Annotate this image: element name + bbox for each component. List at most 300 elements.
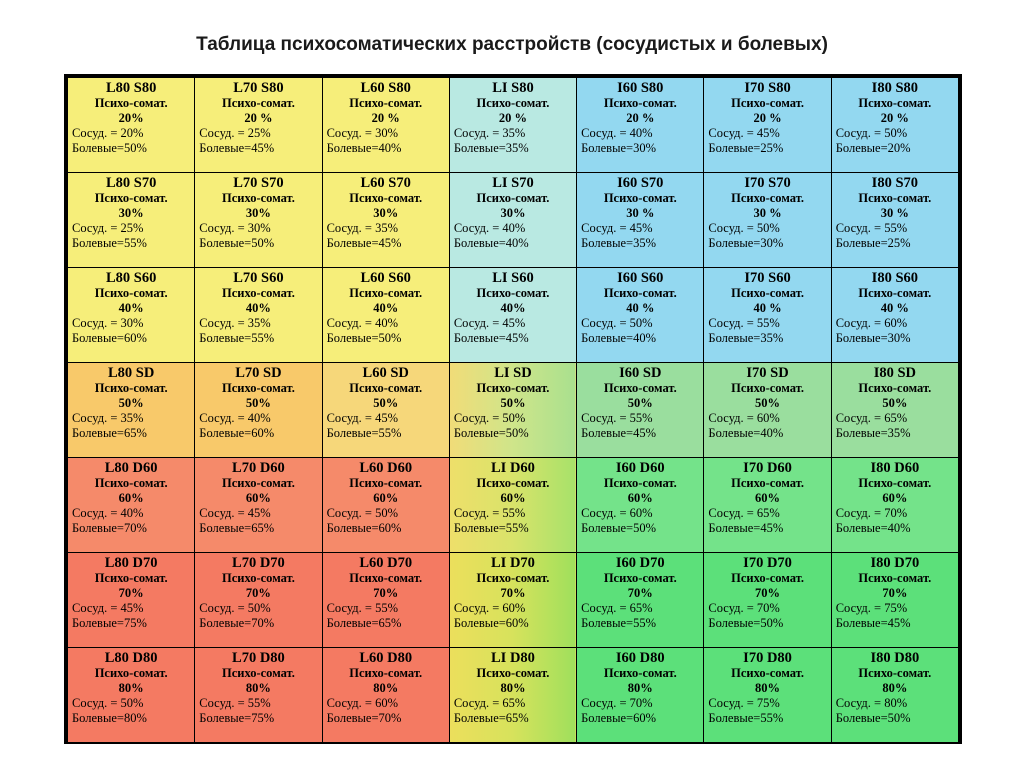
table-cell[interactable]: [195, 648, 322, 743]
cell-code: LI S70: [492, 175, 534, 191]
cell-psycho-percent: 80%: [627, 681, 653, 695]
table-cell[interactable]: [704, 363, 831, 458]
cell-pain-value: Болевые=65%: [326, 616, 402, 630]
table-cell[interactable]: [322, 78, 449, 173]
cell-psycho-label: Психо-сомат.: [731, 96, 804, 110]
cell-psycho-label: Психо-сомат.: [858, 381, 932, 395]
cell-code: LI D70: [491, 555, 535, 571]
table-cell[interactable]: [322, 173, 449, 268]
cell-code: I70 S60: [744, 270, 791, 286]
cell-psycho-label: Психо-сомат.: [94, 191, 168, 205]
cell-psycho-label: Психо-сомат.: [221, 191, 295, 205]
cell-pain-value: Болевые=50%: [326, 331, 402, 345]
cell-psycho-label: Психо-сомат.: [476, 476, 550, 490]
table-row: [68, 78, 959, 173]
cell-vessel-value: Сосуд. = 75%: [835, 601, 908, 615]
cell-psycho-label: Психо-сомат.: [858, 96, 932, 110]
cell-vessel-value: Сосуд. = 35%: [72, 411, 144, 425]
table-cell[interactable]: [577, 173, 704, 268]
cell-pain-value: Болевые=60%: [199, 426, 275, 440]
cell-vessel-value: Сосуд. = 35%: [453, 126, 526, 140]
cell-vessel-value: Сосуд. = 45%: [581, 221, 653, 235]
cell-pain-value: Болевые=30%: [581, 141, 656, 155]
cell-psycho-label: Психо-сомат.: [94, 286, 168, 300]
cell-psycho-label: Психо-сомат.: [858, 191, 932, 205]
cell-code: L80 S80: [105, 80, 157, 96]
cell-pain-value: Болевые=75%: [199, 711, 275, 725]
cell-psycho-label: Психо-сомат.: [476, 571, 550, 585]
cell-pain-value: Болевые=35%: [835, 426, 911, 440]
table-row: [68, 268, 959, 363]
cell-psycho-percent: 30%: [118, 206, 144, 220]
cell-psycho-percent: 70%: [245, 586, 271, 600]
cell-pain-value: Болевые=40%: [835, 521, 911, 535]
cell-psycho-label: Психо-сомат.: [603, 476, 677, 490]
cell-psycho-label: Психо-сомат.: [476, 666, 550, 680]
cell-psycho-label: Психо-сомат.: [221, 666, 295, 680]
cell-pain-value: Болевые=35%: [453, 141, 529, 155]
cell-code: I80 D80: [870, 650, 920, 666]
cell-psycho-label: Психо-сомат.: [221, 381, 295, 395]
cell-code: I60 SD: [619, 365, 662, 381]
cell-psycho-label: Психо-сомат.: [94, 381, 168, 395]
cell-pain-value: Болевые=55%: [326, 426, 402, 440]
cell-vessel-value: Сосуд. = 70%: [708, 601, 780, 615]
cell-pain-value: Болевые=60%: [326, 521, 402, 535]
cell-vessel-value: Сосуд. = 65%: [581, 601, 653, 615]
table-cell[interactable]: [322, 648, 449, 743]
cell-code: L70 D70: [232, 555, 285, 571]
cell-code: I80 S70: [871, 175, 919, 191]
cell-vessel-value: Сосуд. = 30%: [326, 126, 399, 140]
cell-vessel-value: Сосуд. = 55%: [326, 601, 399, 615]
table-cell[interactable]: [68, 173, 195, 268]
cell-psycho-label: Психо-сомат.: [731, 191, 804, 205]
cell-vessel-value: Сосуд. = 35%: [199, 316, 271, 330]
cell-psycho-label: Психо-сомат.: [221, 476, 295, 490]
table-cell[interactable]: [195, 553, 322, 648]
table-cell[interactable]: [195, 363, 322, 458]
psychosomatic-table-container: [64, 74, 962, 744]
page-title: Таблица психосоматических расстройств (сосудистых и болевых): [196, 34, 828, 55]
cell-psycho-percent: 80%: [118, 681, 144, 695]
cell-vessel-value: Сосуд. = 60%: [708, 411, 780, 425]
cell-pain-value: Болевые=40%: [708, 426, 784, 440]
cell-psycho-label: Психо-сомат.: [858, 666, 932, 680]
cell-vessel-value: Сосуд. = 20%: [72, 126, 144, 140]
cell-psycho-label: Психо-сомат.: [731, 666, 804, 680]
cell-psycho-label: Психо-сомат.: [349, 666, 423, 680]
cell-vessel-value: Сосуд. = 65%: [708, 506, 780, 520]
cell-pain-value: Болевые=65%: [199, 521, 275, 535]
cell-code: L60 D60: [359, 460, 413, 476]
table-row: [68, 648, 959, 743]
cell-vessel-value: Сосуд. = 45%: [326, 411, 399, 425]
table-cell[interactable]: [831, 458, 958, 553]
cell-vessel-value: Сосуд. = 60%: [326, 696, 399, 710]
table-cell[interactable]: [322, 458, 449, 553]
cell-pain-value: Болевые=35%: [708, 331, 784, 345]
cell-psycho-percent: 60%: [245, 491, 271, 505]
cell-psycho-percent: 20 %: [371, 111, 400, 125]
cell-code: L70 S80: [233, 80, 284, 96]
cell-psycho-percent: 20 %: [498, 111, 528, 125]
table-row: [68, 363, 959, 458]
cell-code: L70 S70: [233, 175, 284, 191]
cell-code: I60 D60: [615, 460, 665, 476]
table-cell[interactable]: [704, 553, 831, 648]
table-cell[interactable]: [449, 553, 576, 648]
cell-pain-value: Болевые=70%: [72, 521, 147, 535]
cell-vessel-value: Сосуд. = 55%: [581, 411, 653, 425]
table-cell[interactable]: [195, 268, 322, 363]
cell-psycho-percent: 40%: [245, 301, 271, 315]
cell-pain-value: Болевые=70%: [326, 711, 402, 725]
cell-pain-value: Болевые=70%: [199, 616, 275, 630]
cell-psycho-percent: 20 %: [753, 111, 782, 125]
cell-pain-value: Болевые=50%: [453, 426, 529, 440]
table-cell[interactable]: [322, 363, 449, 458]
table-cell[interactable]: [704, 268, 831, 363]
cell-psycho-label: Психо-сомат.: [476, 381, 550, 395]
table-cell[interactable]: [449, 363, 576, 458]
cell-psycho-label: Психо-сомат.: [603, 96, 677, 110]
cell-pain-value: Болевые=45%: [835, 616, 911, 630]
cell-vessel-value: Сосуд. = 80%: [835, 696, 908, 710]
cell-psycho-percent: 40 %: [626, 301, 655, 315]
cell-psycho-percent: 50%: [500, 396, 526, 410]
table-row: [68, 458, 959, 553]
cell-code: I80 S80: [871, 80, 919, 96]
cell-code: LI D80: [491, 650, 535, 666]
cell-code: I70 D70: [743, 555, 792, 571]
cell-code: LI S60: [492, 270, 534, 286]
cell-vessel-value: Сосуд. = 55%: [199, 696, 271, 710]
cell-code: L70 D80: [232, 650, 285, 666]
cell-code: L60 D70: [359, 555, 413, 571]
table-cell[interactable]: [704, 173, 831, 268]
cell-vessel-value: Сосуд. = 50%: [72, 696, 144, 710]
cell-psycho-label: Психо-сомат.: [349, 191, 423, 205]
cell-psycho-percent: 80%: [373, 681, 399, 695]
cell-vessel-value: Сосуд. = 50%: [581, 316, 653, 330]
table-cell[interactable]: [68, 268, 195, 363]
cell-pain-value: Болевые=80%: [72, 711, 147, 725]
cell-pain-value: Болевые=65%: [453, 711, 529, 725]
cell-vessel-value: Сосуд. = 45%: [72, 601, 144, 615]
cell-pain-value: Болевые=60%: [453, 616, 529, 630]
cell-vessel-value: Сосуд. = 50%: [453, 411, 526, 425]
cell-pain-value: Болевые=55%: [708, 711, 784, 725]
cell-psycho-percent: 50%: [755, 396, 781, 410]
cell-vessel-value: Сосуд. = 40%: [453, 221, 526, 235]
table-cell[interactable]: [449, 78, 576, 173]
cell-pain-value: Болевые=50%: [835, 711, 911, 725]
table-cell[interactable]: [449, 458, 576, 553]
cell-psycho-label: Психо-сомат.: [858, 476, 932, 490]
table-cell[interactable]: [831, 268, 958, 363]
cell-pain-value: Болевые=20%: [835, 141, 911, 155]
cell-code: L80 D60: [104, 460, 158, 476]
cell-code: I80 SD: [873, 365, 916, 381]
table-row: [68, 173, 959, 268]
cell-pain-value: Болевые=45%: [453, 331, 529, 345]
cell-vessel-value: Сосуд. = 60%: [581, 506, 653, 520]
cell-psycho-label: Психо-сомат.: [94, 666, 168, 680]
cell-code: LI D60: [491, 460, 535, 476]
cell-vessel-value: Сосуд. = 60%: [453, 601, 526, 615]
cell-pain-value: Болевые=45%: [581, 426, 656, 440]
cell-vessel-value: Сосуд. = 55%: [453, 506, 526, 520]
cell-code: L60 S60: [360, 270, 411, 286]
cell-psycho-percent: 80%: [245, 681, 271, 695]
table-cell[interactable]: [831, 553, 958, 648]
table-cell[interactable]: [704, 648, 831, 743]
table-cell[interactable]: [68, 458, 195, 553]
cell-psycho-percent: 50%: [882, 396, 908, 410]
cell-psycho-label: Психо-сомат.: [476, 286, 550, 300]
cell-code: L60 SD: [362, 365, 409, 381]
cell-psycho-percent: 40 %: [753, 301, 782, 315]
cell-code: LI S80: [492, 80, 534, 96]
cell-psycho-label: Психо-сомат.: [858, 286, 932, 300]
psychosomatic-table: [67, 77, 959, 743]
cell-vessel-value: Сосуд. = 30%: [72, 316, 144, 330]
cell-pain-value: Болевые=55%: [453, 521, 529, 535]
cell-pain-value: Болевые=60%: [72, 331, 147, 345]
cell-psycho-label: Психо-сомат.: [731, 571, 804, 585]
cell-psycho-percent: 70%: [755, 586, 781, 600]
table-cell[interactable]: [449, 173, 576, 268]
cell-code: L80 S60: [105, 270, 157, 286]
cell-code: I70 S70: [744, 175, 791, 191]
table-cell[interactable]: [68, 363, 195, 458]
cell-vessel-value: Сосуд. = 70%: [581, 696, 653, 710]
table-cell[interactable]: [831, 78, 958, 173]
cell-psycho-label: Психо-сомат.: [94, 571, 168, 585]
cell-pain-value: Болевые=55%: [581, 616, 656, 630]
cell-pain-value: Болевые=50%: [72, 141, 147, 155]
table-cell[interactable]: [577, 363, 704, 458]
table-cell[interactable]: [68, 553, 195, 648]
cell-code: L70 SD: [235, 365, 282, 381]
cell-code: L70 S60: [233, 270, 284, 286]
cell-psycho-label: Психо-сомат.: [603, 286, 677, 300]
cell-vessel-value: Сосуд. = 50%: [835, 126, 908, 140]
cell-code: L80 D70: [104, 555, 158, 571]
cell-psycho-label: Психо-сомат.: [731, 286, 804, 300]
cell-vessel-value: Сосуд. = 45%: [708, 126, 780, 140]
table-cell[interactable]: [831, 173, 958, 268]
cell-psycho-percent: 20%: [118, 111, 144, 125]
cell-code: L60 D80: [359, 650, 413, 666]
cell-psycho-label: Психо-сомат.: [221, 286, 295, 300]
cell-psycho-percent: 60%: [627, 491, 653, 505]
table-cell[interactable]: [831, 648, 958, 743]
cell-psycho-percent: 70%: [118, 586, 144, 600]
cell-psycho-percent: 80%: [500, 681, 526, 695]
cell-code: I80 D70: [870, 555, 920, 571]
cell-psycho-percent: 30 %: [753, 206, 782, 220]
cell-psycho-percent: 40 %: [880, 301, 909, 315]
cell-pain-value: Болевые=35%: [581, 236, 656, 250]
cell-psycho-percent: 20 %: [626, 111, 655, 125]
cell-pain-value: Болевые=25%: [708, 141, 784, 155]
cell-pain-value: Болевые=25%: [835, 236, 911, 250]
cell-pain-value: Болевые=60%: [581, 711, 656, 725]
cell-code: I70 D60: [743, 460, 792, 476]
cell-code: I60 D70: [615, 555, 665, 571]
cell-psycho-percent: 70%: [500, 586, 526, 600]
cell-vessel-value: Сосуд. = 75%: [708, 696, 780, 710]
cell-psycho-percent: 80%: [882, 681, 908, 695]
cell-psycho-percent: 60%: [500, 491, 526, 505]
cell-psycho-label: Психо-сомат.: [858, 571, 932, 585]
cell-code: L80 S70: [105, 175, 157, 191]
cell-psycho-label: Психо-сомат.: [221, 96, 295, 110]
cell-pain-value: Болевые=40%: [581, 331, 656, 345]
cell-vessel-value: Сосуд. = 60%: [835, 316, 908, 330]
cell-psycho-percent: 50%: [245, 396, 271, 410]
cell-psycho-label: Психо-сомат.: [603, 666, 677, 680]
cell-vessel-value: Сосуд. = 45%: [453, 316, 526, 330]
cell-psycho-percent: 50%: [373, 396, 399, 410]
cell-code: I60 S70: [617, 175, 664, 191]
cell-pain-value: Болевые=55%: [199, 331, 275, 345]
cell-pain-value: Болевые=50%: [199, 236, 275, 250]
cell-code: L80 D80: [104, 650, 158, 666]
cell-psycho-percent: 30%: [245, 206, 271, 220]
cell-psycho-label: Психо-сомат.: [603, 571, 677, 585]
cell-code: LI SD: [494, 365, 532, 381]
cell-psycho-label: Психо-сомат.: [349, 571, 423, 585]
cell-code: I60 S80: [617, 80, 664, 96]
cell-pain-value: Болевые=55%: [72, 236, 147, 250]
cell-code: I70 D80: [743, 650, 792, 666]
cell-psycho-label: Психо-сомат.: [476, 96, 550, 110]
table-cell[interactable]: [577, 648, 704, 743]
cell-pain-value: Болевые=50%: [708, 616, 784, 630]
cell-vessel-value: Сосуд. = 40%: [581, 126, 653, 140]
cell-psycho-percent: 30 %: [880, 206, 909, 220]
cell-vessel-value: Сосуд. = 50%: [199, 601, 271, 615]
table-cell[interactable]: [577, 78, 704, 173]
cell-vessel-value: Сосуд. = 50%: [708, 221, 780, 235]
cell-psycho-percent: 70%: [882, 586, 908, 600]
cell-psycho-percent: 70%: [373, 586, 399, 600]
cell-psycho-percent: 30%: [373, 206, 399, 220]
cell-vessel-value: Сосуд. = 45%: [199, 506, 271, 520]
cell-vessel-value: Сосуд. = 50%: [326, 506, 399, 520]
cell-psycho-label: Психо-сомат.: [349, 286, 423, 300]
cell-psycho-label: Психо-сомат.: [476, 191, 550, 205]
table-row: [68, 553, 959, 648]
cell-pain-value: Болевые=75%: [72, 616, 147, 630]
cell-code: L70 D60: [232, 460, 285, 476]
cell-psycho-label: Психо-сомат.: [603, 191, 677, 205]
cell-code: I80 D60: [870, 460, 920, 476]
table-cell[interactable]: [449, 648, 576, 743]
cell-vessel-value: Сосуд. = 35%: [326, 221, 399, 235]
table-cell[interactable]: [195, 458, 322, 553]
cell-pain-value: Болевые=40%: [453, 236, 529, 250]
cell-psycho-percent: 20 %: [880, 111, 909, 125]
cell-psycho-percent: 40%: [118, 301, 144, 315]
cell-psycho-percent: 40%: [500, 301, 526, 315]
cell-code: I70 SD: [746, 365, 789, 381]
table-cell[interactable]: [68, 78, 195, 173]
cell-code: I80 S60: [871, 270, 919, 286]
cell-code: I70 S80: [744, 80, 791, 96]
cell-psycho-percent: 60%: [373, 491, 399, 505]
cell-vessel-value: Сосуд. = 25%: [199, 126, 271, 140]
table-cell[interactable]: [449, 268, 576, 363]
cell-vessel-value: Сосуд. = 55%: [708, 316, 780, 330]
cell-pain-value: Болевые=50%: [581, 521, 656, 535]
cell-psycho-percent: 40%: [373, 301, 399, 315]
cell-psycho-percent: 60%: [755, 491, 781, 505]
cell-psycho-label: Психо-сомат.: [731, 476, 804, 490]
cell-psycho-percent: 20 %: [244, 111, 273, 125]
table-cell[interactable]: [322, 553, 449, 648]
cell-code: L60 S70: [360, 175, 411, 191]
table-cell[interactable]: [704, 458, 831, 553]
cell-vessel-value: Сосуд. = 30%: [199, 221, 271, 235]
cell-pain-value: Болевые=30%: [835, 331, 911, 345]
cell-code: I60 D80: [615, 650, 665, 666]
cell-pain-value: Болевые=30%: [708, 236, 784, 250]
cell-psycho-percent: 60%: [118, 491, 144, 505]
cell-vessel-value: Сосуд. = 65%: [835, 411, 908, 425]
cell-psycho-label: Психо-сомат.: [603, 381, 677, 395]
cell-vessel-value: Сосуд. = 25%: [72, 221, 144, 235]
cell-psycho-percent: 80%: [755, 681, 781, 695]
cell-psycho-label: Психо-сомат.: [349, 96, 423, 110]
table-cell[interactable]: [577, 553, 704, 648]
cell-vessel-value: Сосуд. = 55%: [835, 221, 908, 235]
cell-vessel-value: Сосуд. = 40%: [199, 411, 271, 425]
cell-pain-value: Болевые=45%: [199, 141, 275, 155]
table-cell[interactable]: [577, 268, 704, 363]
cell-psycho-label: Психо-сомат.: [94, 96, 168, 110]
table-cell[interactable]: [831, 363, 958, 458]
cell-psycho-label: Психо-сомат.: [349, 476, 423, 490]
cell-pain-value: Болевые=45%: [326, 236, 402, 250]
cell-vessel-value: Сосуд. = 40%: [326, 316, 399, 330]
cell-vessel-value: Сосуд. = 70%: [835, 506, 908, 520]
table-cell[interactable]: [68, 648, 195, 743]
cell-pain-value: Болевые=45%: [708, 521, 784, 535]
cell-code: I60 S60: [617, 270, 664, 286]
cell-psycho-percent: 60%: [882, 491, 908, 505]
cell-psycho-percent: 70%: [627, 586, 653, 600]
cell-psycho-percent: 50%: [627, 396, 653, 410]
cell-psycho-label: Психо-сомат.: [349, 381, 423, 395]
table-cell[interactable]: [322, 268, 449, 363]
cell-psycho-percent: 30%: [500, 206, 526, 220]
table-cell[interactable]: [195, 173, 322, 268]
table-cell[interactable]: [704, 78, 831, 173]
cell-psycho-label: Психо-сомат.: [94, 476, 168, 490]
cell-pain-value: Болевые=65%: [72, 426, 147, 440]
cell-vessel-value: Сосуд. = 40%: [72, 506, 144, 520]
cell-psycho-label: Психо-сомат.: [731, 381, 804, 395]
table-cell[interactable]: [577, 458, 704, 553]
table-cell[interactable]: [195, 78, 322, 173]
cell-psycho-percent: 30 %: [626, 206, 655, 220]
cell-vessel-value: Сосуд. = 65%: [453, 696, 526, 710]
cell-code: L80 SD: [107, 365, 155, 381]
